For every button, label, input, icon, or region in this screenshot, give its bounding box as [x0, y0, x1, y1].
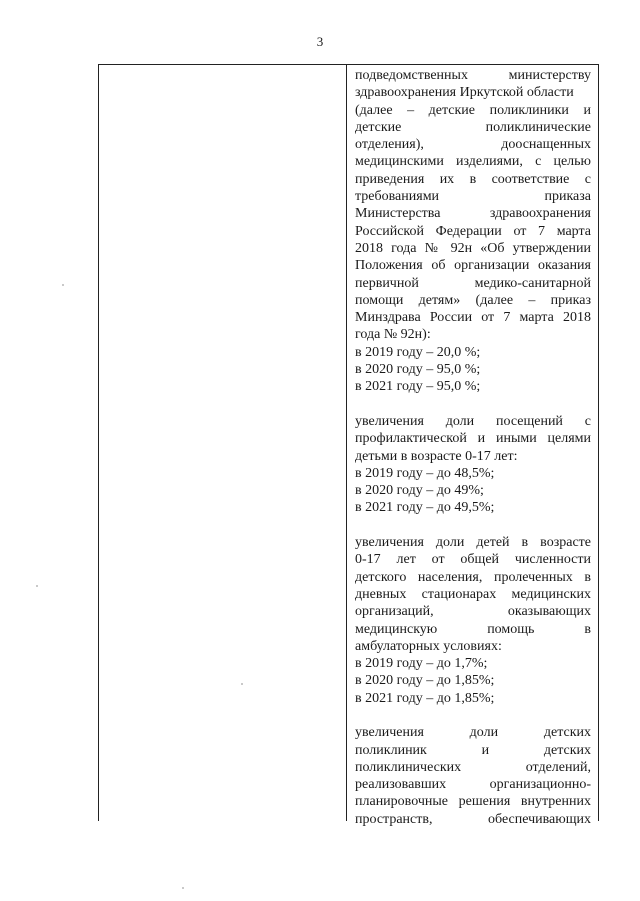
- text-line: (далее – детские поликлиники и: [355, 102, 591, 118]
- text-line: в 2021 году – до 1,85%;: [355, 690, 495, 706]
- text-line: в 2019 году – до 1,7%;: [355, 656, 488, 672]
- text-line: 2018 года № 92н «Об утверждении: [355, 240, 591, 256]
- text-line: детьми в возрасте 0-17 лет:: [355, 448, 518, 464]
- text-line: в 2021 году – 95,0 %;: [355, 379, 481, 395]
- text-line: поликлиник и детских: [355, 742, 591, 758]
- page-number: 3: [316, 34, 324, 49]
- text-line: в 2020 году – до 1,85%;: [355, 673, 495, 689]
- text-line: Положения об организации оказания: [355, 258, 591, 274]
- text-line: медицинскими изделиями, с целью: [355, 154, 591, 170]
- scan-speck: [62, 284, 64, 286]
- text-line: в 2020 году – 95,0 %;: [355, 362, 481, 378]
- text-line: Министерства здравоохранения: [355, 206, 591, 222]
- text-line: требованиями приказа: [355, 189, 591, 205]
- text-line: помощи детям» (далее – приказ: [355, 292, 591, 308]
- text-line: дневных стационарах медицинских: [355, 586, 591, 602]
- document-table: [98, 64, 599, 827]
- scan-speck: [182, 887, 184, 889]
- text-line: детского населения, пролеченных в: [355, 569, 591, 585]
- text-line: Российской Федерации от 7 марта: [355, 223, 591, 239]
- blank-line: [355, 517, 591, 534]
- text-line: отделения), дооснащенных: [355, 137, 591, 153]
- text-line: пространств, обеспечивающих: [355, 811, 591, 827]
- text-line: в 2019 году – до 48,5%;: [355, 465, 495, 481]
- text-line: года № 92н):: [355, 327, 431, 343]
- blank-line: [355, 707, 591, 724]
- blank-line: [355, 396, 591, 413]
- text-line: увеличения доли детей в возрасте: [355, 535, 591, 551]
- text-line: амбулаторных условиях:: [355, 638, 502, 654]
- scan-speck: [36, 585, 38, 587]
- text-line: реализовавших организационно-: [355, 777, 591, 793]
- text-line: увеличения доли детских: [355, 725, 591, 741]
- text-line: профилактической и иными целями: [355, 431, 591, 447]
- column-divider: [346, 65, 347, 821]
- scan-speck: [241, 683, 243, 685]
- text-line: в 2021 году – до 49,5%;: [355, 500, 495, 516]
- text-line: планировочные решения внутренних: [355, 794, 591, 810]
- text-line: медицинскую помощь в: [355, 621, 591, 637]
- text-line: в 2019 году – 20,0 %;: [355, 344, 481, 360]
- text-line: поликлинических отделений,: [355, 759, 591, 775]
- table-right-cell: [355, 67, 591, 828]
- text-line: в 2020 году – до 49%;: [355, 483, 484, 499]
- text-line: подведомственных министерству: [355, 68, 591, 83]
- text-line: увеличения доли посещений с: [355, 413, 591, 429]
- text-line: первичной медико-санитарной: [355, 275, 591, 291]
- text-line: Минздрава России от 7 марта 2018: [355, 310, 591, 326]
- text-line: 0-17 лет от общей численности: [355, 552, 591, 568]
- text-line: приведения их в соответствие с: [355, 171, 591, 187]
- text-line: детские поликлинические: [355, 119, 591, 135]
- text-line: здравоохранения Иркутской области: [355, 85, 574, 101]
- text-line: организаций, оказывающих: [355, 604, 591, 620]
